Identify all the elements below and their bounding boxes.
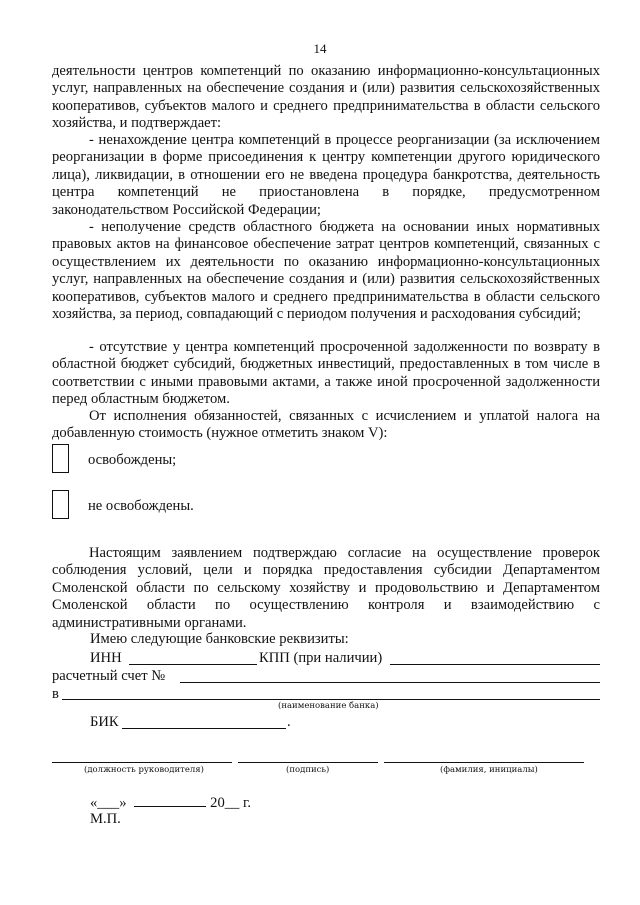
seal-mark: М.П. <box>90 811 121 827</box>
kpp-field[interactable] <box>390 664 600 665</box>
position-caption: (должность руководителя) <box>84 765 204 775</box>
bik-field[interactable] <box>122 728 286 729</box>
page-number: 14 <box>313 41 327 56</box>
date-month-field[interactable] <box>134 794 206 807</box>
date-year[interactable]: __ <box>224 795 240 811</box>
date-year-suffix: г. <box>242 795 251 811</box>
date-line <box>90 794 251 812</box>
full-name-field[interactable] <box>384 762 584 763</box>
account-label: расчетный счет № <box>52 668 166 684</box>
condition-no-other-funding: - неполучение средств областного бюджета на основании иных нормативных правовых актов на финансовое обеспечение затрат центров компетенций, связанных с осуществлением их деятельности по оказанию информационно-консультационных услуг, направленных на обеспечение создания и (или) развития сельскохозяйственных кооперативов, субъектов малого и среднего предпринимательства в области сельского хозяйства, за период, совпадающий с периодом получения и расходования субсидий; <box>52 219 600 323</box>
intro-paragraph: деятельности центров компетенций по оказанию информационно-консультационных услуг, направленных на обеспечение создания и (или) развития сельскохозяйственных кооперативов, субъектов малого и среднего предпринимательства в области сельского хозяйства, и подтверждает: <box>52 63 600 132</box>
bank-prefix: в <box>52 686 59 702</box>
option-label: освобождены; <box>88 452 177 468</box>
checkbox[interactable] <box>52 490 69 519</box>
bik-label: БИК <box>90 714 119 730</box>
vat-intro: От исполнения обязанностей, связанных с исчислением и уплатой налога на добавленную стоимость (нужное отметить знаком V): <box>52 408 600 442</box>
date-open-quote: « <box>90 795 98 811</box>
condition-reorganization: - ненахождение центра компетенций в процессе реорганизации (за исключением реорганизации в форме присоединения к центру компетенции другого юридического лица), ликвидации, в отношении его не введена процедура банкротства, деятельность центра компетенций не приостановлена в порядке, предусмотренном законодательством Российской Федерации; <box>52 132 600 218</box>
signature-caption: (подпись) <box>286 765 330 775</box>
bik-period: . <box>287 714 291 730</box>
date-close-quote: » <box>119 795 127 811</box>
option-label: не освобождены. <box>88 498 194 514</box>
signature-field[interactable] <box>238 762 378 763</box>
date-day[interactable]: ___ <box>97 795 120 811</box>
inn-field[interactable] <box>129 664 257 665</box>
kpp-label: КПП (при наличии) <box>259 650 383 666</box>
name-caption: (фамилия, инициалы) <box>440 765 538 775</box>
bank-name-field[interactable] <box>62 699 600 700</box>
inn-label: ИНН <box>90 650 122 666</box>
consent-paragraph: Настоящим заявлением подтверждаю согласие на осуществление проверок соблюдения условий, цели и порядка предоставления субсидии Департаментом Смоленской области по сельскому хозяйству и продовольствию и Департаментом Смоленской области по осуществлению контроля и взаимодействию с административными органами. <box>52 545 600 631</box>
account-field[interactable] <box>180 682 600 683</box>
date-year-prefix: 20 <box>210 795 225 811</box>
checkbox[interactable] <box>52 444 69 473</box>
bank-heading: Имею следующие банковские реквизиты: <box>90 631 349 647</box>
bank-name-caption: (наименование банка) <box>278 701 379 711</box>
position-field[interactable] <box>52 762 232 763</box>
condition-no-debt: - отсутствие у центра компетенций просроченной задолженности по возврату в областной бюджет субсидий, бюджетных инвестиций, предоставленных в том числе в соответствии с иными правовыми актами, а также иной просроченной задолженности перед областным бюджетом. <box>52 339 600 408</box>
